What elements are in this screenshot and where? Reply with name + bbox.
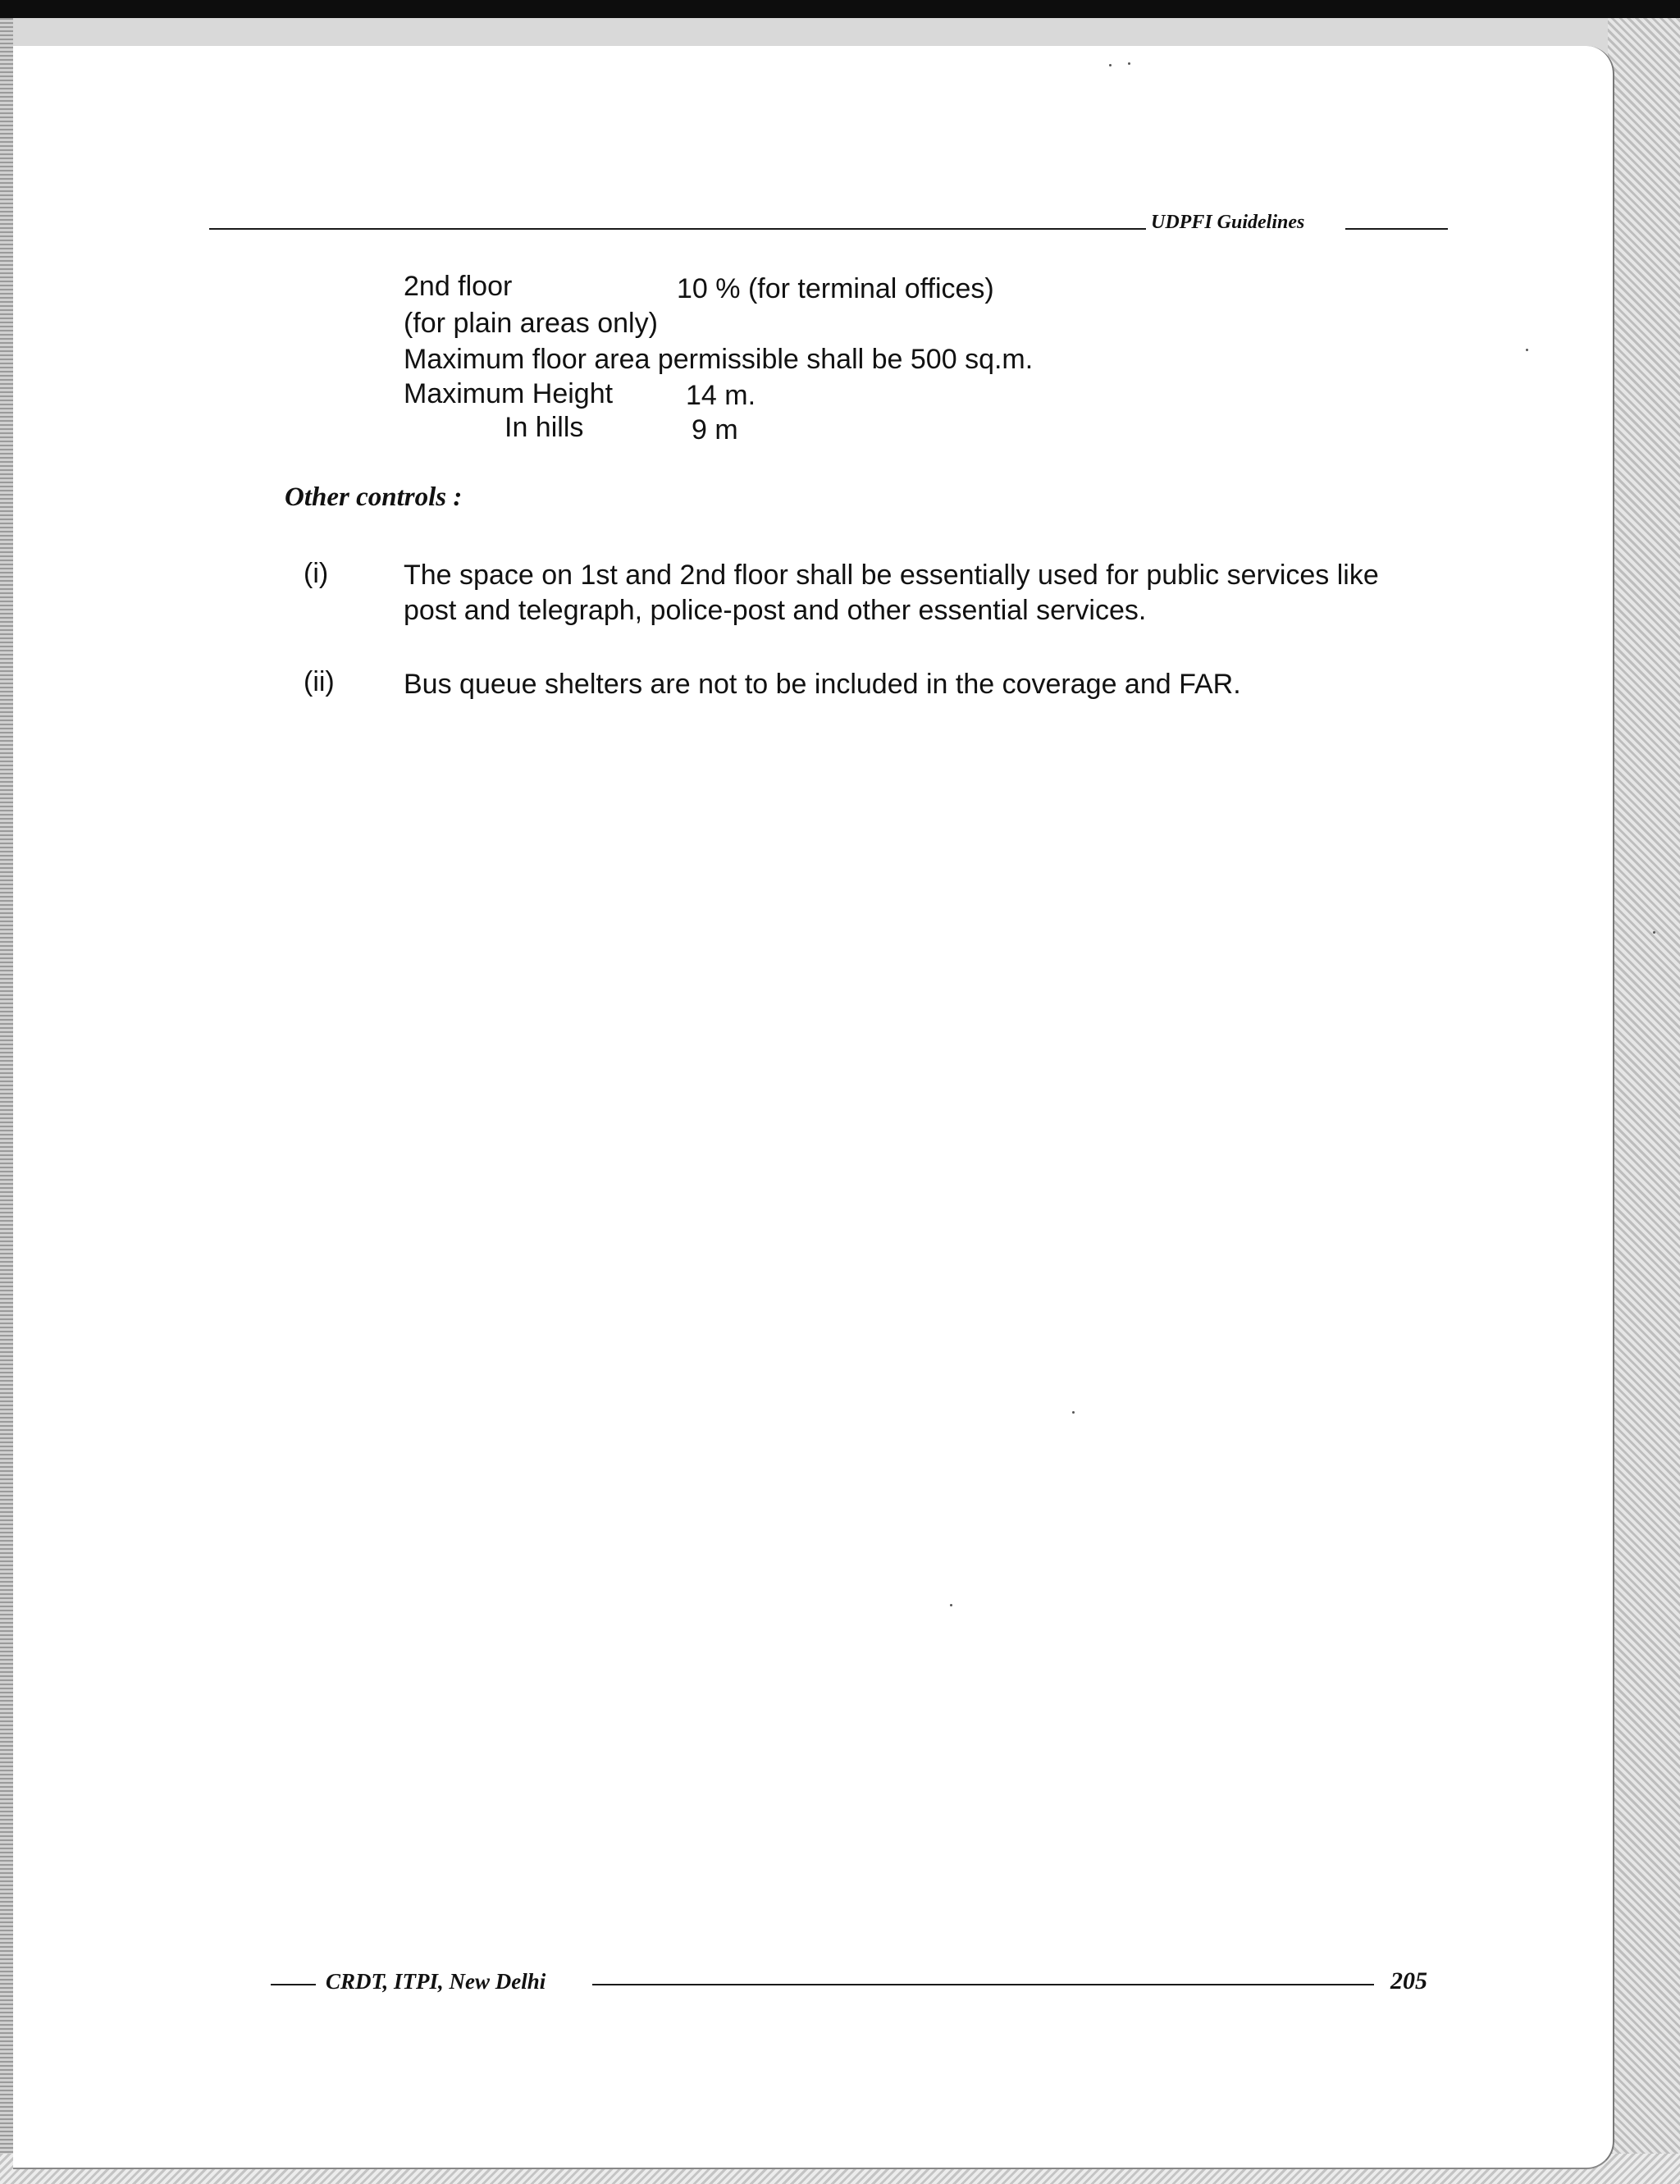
section-heading: Other controls :: [285, 482, 463, 512]
header-rule-right: [1345, 228, 1448, 230]
header-title: UDPFI Guidelines: [1151, 212, 1305, 233]
spec-label: Maximum Height: [404, 378, 614, 409]
list-marker: (i): [304, 558, 329, 589]
scan-speck: [1109, 64, 1112, 66]
list-item-line: post and telegraph, police-post and other essential services.: [404, 595, 1147, 626]
page-number: 205: [1390, 1967, 1427, 1994]
list-item-line: The space on 1st and 2nd floor shall be essentially used for public services like: [404, 560, 1379, 591]
spec-value: 14 m.: [686, 380, 756, 411]
list-item-line: Bus queue shelters are not to be included in the coverage and FAR.: [404, 669, 1241, 700]
spec-label: 2nd floor: [404, 271, 513, 302]
scan-speck: [1653, 931, 1655, 934]
scan-speck: [950, 1604, 952, 1606]
footer-rule-right: [592, 1984, 1374, 1985]
list-marker: (ii): [304, 666, 335, 697]
header-rule-left: [209, 228, 1146, 230]
scan-speck: [1072, 1411, 1075, 1414]
spec-text: Maximum floor area permissible shall be 500 sq.m.: [404, 344, 1034, 375]
footer-organization: CRDT, ITPI, New Delhi: [326, 1969, 546, 1994]
scan-right-edge: [1608, 18, 1680, 2184]
spec-note: (for plain areas only): [404, 308, 658, 339]
scan-speck: [1128, 62, 1130, 65]
scan-top-border: [0, 0, 1680, 18]
footer-rule-left: [271, 1984, 316, 1985]
scan-speck: [1526, 349, 1528, 351]
spec-label: In hills: [504, 412, 584, 443]
scan-left-edge: [0, 18, 13, 2184]
spec-value: 10 % (for terminal offices): [677, 273, 994, 304]
spec-value: 9 m: [692, 414, 738, 445]
